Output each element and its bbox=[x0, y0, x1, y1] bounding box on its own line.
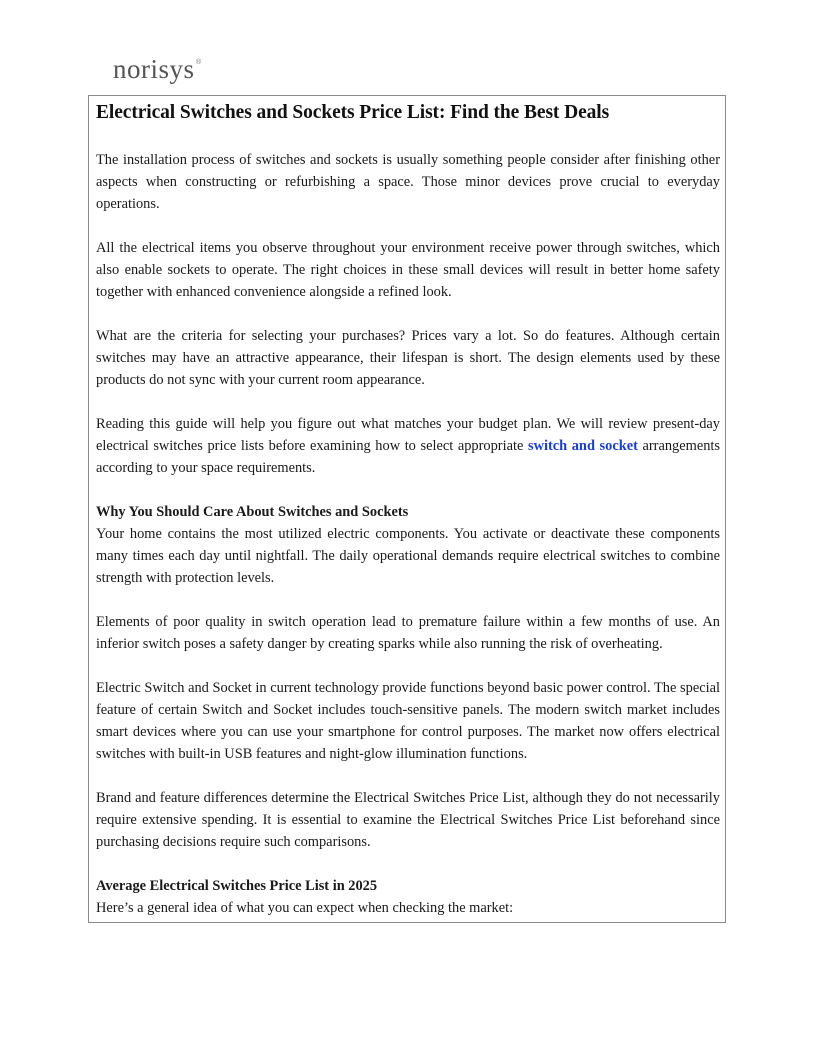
brand-logo-text: norisys bbox=[113, 54, 195, 84]
heading-average-price: Average Electrical Switches Price List in 2025 bbox=[96, 878, 378, 894]
paragraph-power: All the electrical items you observe throughout your environment receive power through switches, which also enable sockets to operate. The right choices in these small devices will result in better home safety together with enhanced convenience alongside a refined look. bbox=[96, 240, 720, 300]
paragraph-utilized: Your home contains the most utilized electric components. You activate or deactivate these components many times each day until nightfall. The daily operational demands require electrical switches to combine strength with protection levels. bbox=[96, 526, 720, 586]
heading-why-care: Why You Should Care About Switches and Sockets bbox=[96, 504, 409, 520]
paragraph-intro: The installation process of switches and sockets is usually something people consider after finishing other aspects when constructing or refurbishing a space. Those minor devices prove crucial to everyday operations. bbox=[96, 152, 720, 212]
paragraph-criteria: What are the criteria for selecting your purchases? Prices vary a lot. So do features. Although certain switches may have an attractive appearance, their lifespan is short. The design elements used by these products do not sync with your current room appearance. bbox=[96, 328, 720, 388]
paragraph-guide-text-before: Reading this guide will help you figure out what matches your budget plan. We will review present-day electrical switches price lists before examining how to select appropriate bbox=[96, 416, 720, 454]
paragraph-brand: Brand and feature differences determine the Electrical Switches Price List, although they do not necessarily require extensive spending. It is essential to examine the Electrical Switches Price List beforehand since purchasing decisions require such comparisons. bbox=[96, 790, 720, 850]
paragraph-poor-quality: Elements of poor quality in switch operation lead to premature failure within a few months of use. An inferior switch poses a safety danger by creating sparks while also running the risk of overheating. bbox=[96, 614, 720, 652]
paragraph-guide bbox=[96, 413, 720, 479]
paragraph-general-idea: Here’s a general idea of what you can expect when checking the market: bbox=[96, 900, 514, 916]
registered-mark: ® bbox=[196, 59, 202, 66]
article-title: Electrical Switches and Sockets Price List: Find the Best Deals bbox=[96, 102, 610, 123]
brand-logo bbox=[113, 56, 195, 83]
switch-and-socket-link[interactable]: switch and socket bbox=[527, 438, 638, 454]
paragraph-guide-text-after: arrangements according to your space requirements. bbox=[96, 438, 721, 476]
paragraph-technology: Electric Switch and Socket in current technology provide functions beyond basic power control. The special feature of certain Switch and Socket includes touch-sensitive panels. The modern switch market includes smart devices where you can use your smartphone for control purposes. The market now offers electrical switches with built-in USB features and night-glow illumination functions. bbox=[96, 680, 720, 762]
article-body bbox=[96, 98, 720, 919]
